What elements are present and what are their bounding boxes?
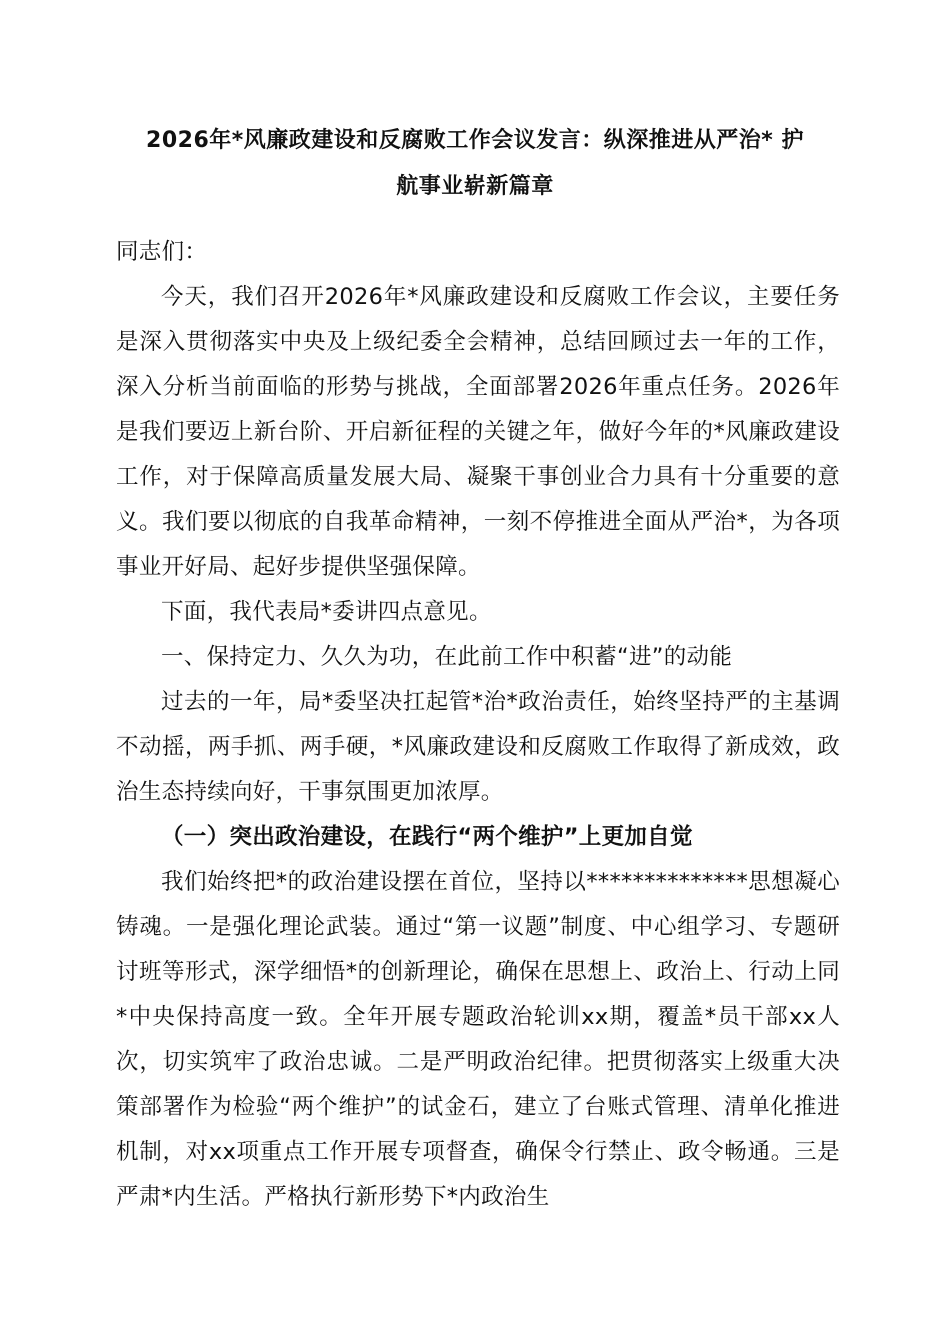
title-line-2: 航事业崭新篇章: [396, 174, 554, 199]
document-title: [110, 118, 840, 210]
salutation: 同志们：: [116, 239, 208, 265]
paragraph-lead: 下面，我代表局*委讲四点意见。: [161, 599, 492, 625]
paragraph-intro: 今天，我们召开2026年*风廉政建设和反腐败工作会议，主要任务是深入贯彻落实中央及上级纪委全会精神，总结回顾过去一年的工作，深入分析当前面临的形势与挑战，全面部署2026年重点任务。2026年是我们要迈上新台阶、开启新征程的关键之年，做好今年的*风廉政建设工作，对于保障高质量发展大局、凝聚干事创业合力具有十分重要的意义。我们要以彻底的自我革命精神，一刻不停推进全面从严治*，为各项事业开好局、起好步提供坚强保障。: [116, 284, 840, 580]
document-body: [116, 230, 840, 1220]
section-heading-1: 一、保持定力、久久为功，在此前工作中积蓄“进”的动能: [161, 644, 733, 670]
title-line-1: 2026年*风廉政建设和反腐败工作会议发言：纵深推进从严治* 护: [146, 128, 804, 153]
paragraph-subsection-1: 我们始终把*的政治建设摆在首位，坚持以**************思想凝心铸魂。一是强化理论武装。通过“第一议题”制度、中心组学习、专题研讨班等形式，深学细悟*的创新理论，确保在思想上、政治上、行动上同*中央保持高度一致。全年开展专题政治轮训xx期，覆盖*员干部xx人次，切实筑牢了政治忠诚。二是严明政治纪律。把贯彻落实上级重大决策部署作为检验“两个维护”的试金石，建立了台账式管理、清单化推进机制，对xx项重点工作开展专项督查，确保令行禁止、政令畅通。三是严肃*内生活。严格执行新形势下*内政治生: [116, 869, 840, 1210]
paragraph-section-1: 过去的一年，局*委坚决扛起管*治*政治责任，始终坚持严的主基调不动摇，两手抓、两手硬，*风廉政建设和反腐败工作取得了新成效，政治生态持续向好，干事氛围更加浓厚。: [116, 689, 840, 805]
subsection-heading-1: （一）突出政治建设，在践行“两个维护”上更加自觉: [161, 824, 693, 850]
